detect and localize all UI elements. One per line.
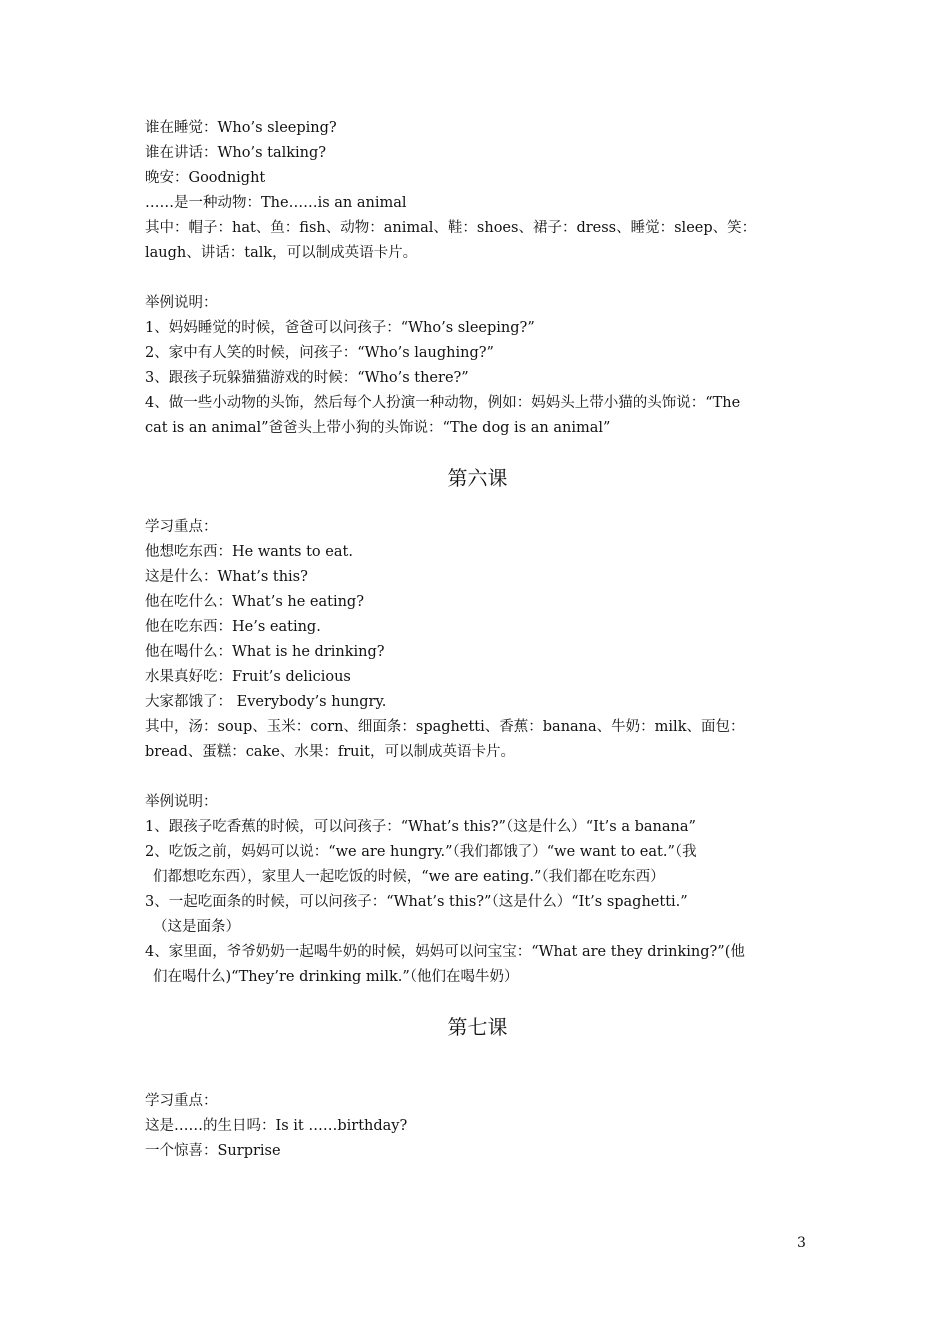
vocabulary-block: [145, 116, 810, 266]
text-line: 谁在睡觉：Who’s sleeping?: [145, 120, 337, 136]
spacer: [145, 1064, 810, 1089]
example-line: 3、一起吃面条的时候，可以问孩子：“What’s this?”（这是什么）“It’s spaghetti.”: [145, 894, 688, 910]
text-line: 这是……的生日吗：Is it ……birthday?: [145, 1118, 408, 1134]
section-label: 举例说明：: [145, 794, 218, 810]
text-line: 大家都饿了： Everybody’s hungry.: [145, 694, 387, 710]
lesson-title: 第七课: [447, 1015, 508, 1039]
page-content: [145, 116, 810, 1164]
section-label: 举例说明：: [145, 295, 218, 311]
text-line: ……是一种动物：The……is an animal: [145, 195, 407, 211]
text-line: 他在吃什么：What’s he eating?: [145, 594, 364, 610]
text-line: 谁在讲话：Who’s talking?: [145, 145, 327, 161]
spacer: [145, 765, 810, 790]
example-line: （这是面条）: [153, 919, 240, 935]
text-line: 水果真好吃：Fruit’s delicious: [145, 669, 351, 685]
example-line: 们都想吃东西），家里人一起吃饭的时候，“we are eating.”（我们都在吃东西）: [153, 869, 665, 885]
text-line: 其中，汤：soup、玉米：corn、细面条：spaghetti、香蕉：banana、牛奶：milk、面包：: [145, 719, 745, 735]
lesson6-examples: [145, 790, 810, 990]
section-label: 学习重点：: [145, 519, 218, 535]
example-line: 3、跟孩子玩躲猫猫游戏的时候：“Who’s there?”: [145, 370, 469, 386]
text-line: laugh、讲话：talk，可以制成英语卡片。: [145, 245, 418, 261]
text-line: 他想吃东西：He wants to eat.: [145, 544, 353, 560]
example-line: 1、妈妈睡觉的时候，爸爸可以问孩子：“Who’s sleeping?”: [145, 320, 535, 336]
example-line: 2、吃饭之前，妈妈可以说：“we are hungry.”（我们都饿了）“we want to eat.”（我: [145, 844, 697, 860]
example-line: 们在喝什么)“They’re drinking milk.”（他们在喝牛奶）: [153, 969, 519, 985]
text-line: 其中：帽子：hat、鱼：fish、动物：animal、鞋：shoes、裙子：dress、睡觉：sleep、笑：: [145, 220, 757, 236]
text-line: 他在吃东西：He’s eating.: [145, 619, 321, 635]
example-line: 4、家里面，爷爷奶奶一起喝牛奶的时候，妈妈可以问宝宝：“What are they drinking?”(他: [145, 944, 745, 960]
example-line: 4、做一些小动物的头饰，然后每个人扮演一种动物，例如：妈妈头上带小猫的头饰说：“The: [145, 395, 741, 411]
example-line: 2、家中有人笑的时候，问孩子：“Who’s laughing?”: [145, 345, 494, 361]
examples-block: [145, 291, 810, 441]
text-line: 这是什么：What’s this?: [145, 569, 308, 585]
lesson7-focus: [145, 1089, 810, 1164]
page-number: 3: [797, 1235, 806, 1251]
text-line: bread、蛋糕：cake、水果：fruit，可以制成英语卡片。: [145, 744, 515, 760]
example-line: cat is an animal”爸爸头上带小狗的头饰说：“The dog is an animal”: [145, 420, 611, 436]
example-line: 1、跟孩子吃香蕉的时候，可以问孩子：“What’s this?”（这是什么）“It’s a banana”: [145, 819, 696, 835]
lesson6-focus: [145, 515, 810, 765]
spacer: [145, 266, 810, 291]
text-line: 一个惊喜：Surprise: [145, 1143, 281, 1159]
section-label: 学习重点：: [145, 1093, 218, 1109]
text-line: 他在喝什么：What is he drinking?: [145, 644, 385, 660]
lesson-title: 第六课: [447, 466, 508, 490]
text-line: 晚安：Goodnight: [145, 170, 266, 186]
